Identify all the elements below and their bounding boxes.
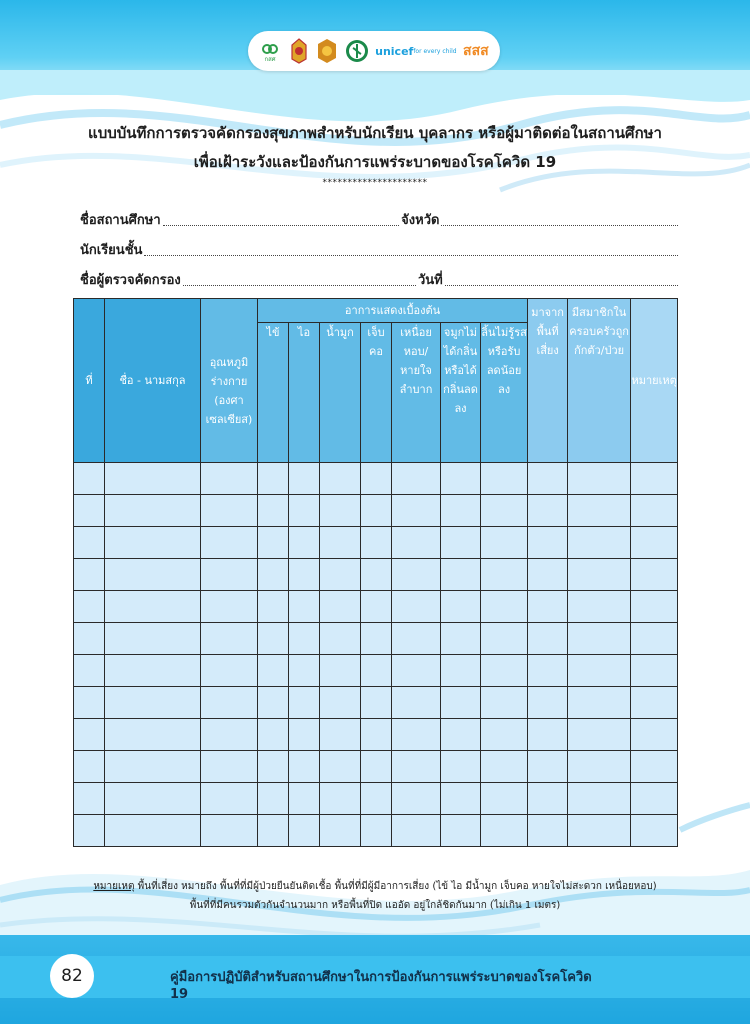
table-cell[interactable]: [568, 463, 631, 495]
table-cell[interactable]: [258, 687, 289, 719]
table-cell[interactable]: [320, 751, 361, 783]
table-cell[interactable]: [568, 655, 631, 687]
class-line: [80, 238, 680, 260]
table-cell[interactable]: [568, 623, 631, 655]
form-title-line1: แบบบันทึกการตรวจคัดกรองสุขภาพสำหรับนักเรียน บุคลากร หรือผู้มาติดต่อในสถานศึกษา: [88, 124, 662, 142]
col-sore-throat-header: เจ็บคอ: [361, 323, 392, 463]
table-cell[interactable]: [289, 463, 320, 495]
table-cell[interactable]: [74, 751, 105, 783]
screening-table: [73, 298, 678, 847]
table-row: [74, 463, 678, 495]
table-cell[interactable]: [481, 527, 528, 559]
col-cough-header: ไอ: [289, 323, 320, 463]
table-cell[interactable]: [392, 527, 441, 559]
table-cell[interactable]: [361, 559, 392, 591]
table-cell[interactable]: [568, 591, 631, 623]
form-title-line2: เพื่อเฝ้าระวังและป้องกันการแพร่ระบาดของโรคโควิด 19: [193, 153, 557, 171]
table-cell[interactable]: [528, 623, 568, 655]
table-cell[interactable]: [105, 495, 201, 527]
table-cell[interactable]: [201, 655, 258, 687]
table-cell[interactable]: [201, 463, 258, 495]
table-cell[interactable]: [105, 719, 201, 751]
table-row: [74, 623, 678, 655]
table-cell[interactable]: [258, 591, 289, 623]
table-cell[interactable]: [568, 719, 631, 751]
health-ministry-emblem-icon: [345, 39, 369, 63]
col-temperature-header: อุณหภูมิร่างกาย (องศาเซลเซียส): [201, 299, 258, 463]
svg-text:กสศ: กสศ: [264, 56, 276, 62]
table-cell[interactable]: [392, 719, 441, 751]
date-field[interactable]: [445, 281, 678, 286]
col-number-header: ที่: [74, 299, 105, 463]
table-cell[interactable]: [289, 591, 320, 623]
col-name-header: ชื่อ - นามสกุล: [105, 299, 201, 463]
col-remark-header: หมายเหตุ: [631, 299, 678, 463]
table-cell[interactable]: [201, 719, 258, 751]
table-cell[interactable]: [528, 463, 568, 495]
table-cell[interactable]: [201, 751, 258, 783]
table-cell[interactable]: [361, 591, 392, 623]
table-cell[interactable]: [361, 655, 392, 687]
table-cell[interactable]: [441, 687, 481, 719]
table-row: [74, 751, 678, 783]
screener-field[interactable]: [183, 281, 416, 286]
table-cell[interactable]: [320, 559, 361, 591]
table-cell[interactable]: [320, 623, 361, 655]
table-cell[interactable]: [481, 623, 528, 655]
col-smell-header: จมูกไม่ได้กลิ่นหรือได้กลิ่นลดลง: [441, 323, 481, 463]
table-cell[interactable]: [568, 559, 631, 591]
table-cell[interactable]: [441, 463, 481, 495]
table-cell[interactable]: [74, 623, 105, 655]
table-cell[interactable]: [258, 463, 289, 495]
table-cell[interactable]: [481, 495, 528, 527]
table-cell[interactable]: [392, 559, 441, 591]
table-cell[interactable]: [631, 591, 678, 623]
table-cell[interactable]: [105, 463, 201, 495]
table-cell[interactable]: [74, 495, 105, 527]
table-cell[interactable]: [361, 751, 392, 783]
table-cell[interactable]: [289, 687, 320, 719]
table-cell[interactable]: [289, 559, 320, 591]
partner-logos: [248, 31, 500, 71]
table-cell[interactable]: [361, 527, 392, 559]
date-label: วันที่: [418, 273, 443, 288]
table-row: [74, 655, 678, 687]
table-cell[interactable]: [201, 687, 258, 719]
footer-title: คู่มือการปฏิบัติสำหรับสถานศึกษาในการป้องกันการแพร่ระบาดของโรคโควิด 19: [170, 970, 592, 1002]
screener-date-line: [80, 268, 680, 290]
col-taste-header: ลิ้นไม่รู้รสหรือรับลดน้อยลง: [481, 323, 528, 463]
table-cell[interactable]: [631, 463, 678, 495]
table-cell[interactable]: [105, 559, 201, 591]
table-cell[interactable]: [74, 463, 105, 495]
table-cell[interactable]: [528, 591, 568, 623]
table-cell[interactable]: [289, 527, 320, 559]
table-cell[interactable]: [74, 559, 105, 591]
decorative-wave-top: [0, 70, 750, 220]
table-cell[interactable]: [74, 527, 105, 559]
table-cell[interactable]: [392, 687, 441, 719]
table-cell[interactable]: [392, 751, 441, 783]
table-cell[interactable]: [74, 687, 105, 719]
table-cell[interactable]: [392, 495, 441, 527]
col-family-header: มีสมาชิกในครอบครัวถูกกักตัว/ป่วย: [568, 299, 631, 463]
table-cell[interactable]: [392, 591, 441, 623]
table-cell[interactable]: [258, 655, 289, 687]
table-cell[interactable]: [74, 591, 105, 623]
footnote-line2: พื้นที่ที่มีคนรวมตัวกันจำนวนมาก หรือพื้นที่ปิด แออัด อยู่ใกล้ชิดกันมาก (ไม่เกิน 1 เมตร): [189, 900, 561, 911]
table-cell[interactable]: [320, 527, 361, 559]
table-row: [74, 687, 678, 719]
table-cell[interactable]: [631, 751, 678, 783]
symptoms-group-header: อาการแสดงเบื้องต้น: [258, 299, 528, 323]
page-number: 82: [50, 954, 94, 998]
col-risk-area-header: มาจากพื้นที่เสี่ยง: [528, 299, 568, 463]
table-cell[interactable]: [568, 687, 631, 719]
footnote-label: หมายเหตุ: [93, 881, 135, 892]
table-cell[interactable]: [289, 719, 320, 751]
table-cell[interactable]: [105, 751, 201, 783]
table-cell[interactable]: [631, 527, 678, 559]
table-cell[interactable]: [361, 719, 392, 751]
table-cell[interactable]: [258, 719, 289, 751]
province-label: จังหวัด: [401, 213, 440, 228]
table-cell[interactable]: [481, 655, 528, 687]
table-cell[interactable]: [289, 495, 320, 527]
table-cell[interactable]: [361, 463, 392, 495]
table-cell[interactable]: [528, 559, 568, 591]
table-cell[interactable]: [441, 559, 481, 591]
table-cell[interactable]: [481, 751, 528, 783]
table-cell[interactable]: [320, 495, 361, 527]
col-breathing-header: เหนื่อยหอบ/หายใจลำบาก: [392, 323, 441, 463]
table-cell[interactable]: [289, 751, 320, 783]
table-cell[interactable]: [258, 495, 289, 527]
table-cell[interactable]: [320, 463, 361, 495]
table-cell[interactable]: [528, 655, 568, 687]
table-cell[interactable]: [320, 687, 361, 719]
table-cell[interactable]: [441, 527, 481, 559]
class-label: นักเรียนชั้น: [80, 243, 143, 258]
table-cell[interactable]: [528, 687, 568, 719]
screener-label: ชื่อผู้ตรวจคัดกรอง: [80, 273, 181, 288]
table-cell[interactable]: [631, 719, 678, 751]
table-cell[interactable]: [481, 559, 528, 591]
table-cell[interactable]: [528, 719, 568, 751]
obec-emblem-icon: [316, 38, 338, 64]
table-cell[interactable]: [361, 623, 392, 655]
table-cell[interactable]: [392, 623, 441, 655]
table-cell[interactable]: [392, 463, 441, 495]
table-cell[interactable]: [201, 559, 258, 591]
footnote-text1: พื้นที่เสี่ยง หมายถึง พื้นที่ที่มีผู้ป่วยยืนยันติดเชื้อ พื้นที่ที่มีผู้มีอาการเสี่ยง (ไข้ ไอ มีน้ำมูก เจ็บคอ หายใจไม่สะดวก เหนื่อยหอบ): [134, 881, 657, 892]
footnote-line1: [0, 879, 750, 894]
table-cell[interactable]: [631, 655, 678, 687]
table-cell[interactable]: [441, 591, 481, 623]
table-cell[interactable]: [568, 495, 631, 527]
province-field[interactable]: [441, 221, 678, 226]
unicef-logo: [375, 46, 456, 57]
table-cell[interactable]: [105, 527, 201, 559]
unicef-tagline: for every child: [413, 47, 457, 55]
table-cell[interactable]: [528, 527, 568, 559]
table-cell[interactable]: [441, 655, 481, 687]
table-cell[interactable]: [441, 719, 481, 751]
table-cell[interactable]: [631, 495, 678, 527]
table-cell[interactable]: [361, 687, 392, 719]
table-cell[interactable]: [320, 719, 361, 751]
table-cell[interactable]: [105, 591, 201, 623]
ministry-emblem-icon: [288, 37, 310, 65]
table-cell[interactable]: [201, 527, 258, 559]
eef-logo-icon: [259, 40, 281, 62]
table-cell[interactable]: [568, 527, 631, 559]
table-cell[interactable]: [481, 719, 528, 751]
table-cell[interactable]: [258, 527, 289, 559]
table-cell[interactable]: [258, 751, 289, 783]
table-row: [74, 495, 678, 527]
table-cell[interactable]: [481, 463, 528, 495]
thaihealth-logo: สสส: [463, 43, 489, 59]
table-cell[interactable]: [258, 623, 289, 655]
table-cell[interactable]: [289, 655, 320, 687]
table-cell[interactable]: [105, 687, 201, 719]
screening-table-body: [74, 463, 678, 847]
table-cell[interactable]: [481, 687, 528, 719]
title-divider-stars: *********************: [322, 178, 428, 188]
col-fever-header: ไข้: [258, 323, 289, 463]
table-cell[interactable]: [441, 751, 481, 783]
table-cell[interactable]: [258, 559, 289, 591]
table-cell[interactable]: [201, 623, 258, 655]
class-field[interactable]: [144, 251, 678, 256]
unicef-wordmark: unicef: [375, 44, 414, 58]
table-cell[interactable]: [568, 751, 631, 783]
table-cell[interactable]: [201, 591, 258, 623]
school-label: ชื่อสถานศึกษา: [80, 213, 161, 228]
table-cell[interactable]: [320, 655, 361, 687]
table-cell[interactable]: [361, 495, 392, 527]
table-row: [74, 591, 678, 623]
col-runny-nose-header: น้ำมูก: [320, 323, 361, 463]
school-province-line: [80, 208, 680, 230]
table-row: [74, 559, 678, 591]
table-cell[interactable]: [528, 751, 568, 783]
table-cell[interactable]: [105, 655, 201, 687]
table-cell[interactable]: [392, 655, 441, 687]
table-cell[interactable]: [481, 591, 528, 623]
table-cell[interactable]: [441, 623, 481, 655]
table-cell[interactable]: [105, 623, 201, 655]
table-row: [74, 719, 678, 751]
school-field[interactable]: [163, 221, 400, 226]
table-cell[interactable]: [201, 495, 258, 527]
table-cell[interactable]: [74, 655, 105, 687]
table-cell[interactable]: [441, 495, 481, 527]
table-row: [74, 527, 678, 559]
table-cell[interactable]: [289, 623, 320, 655]
table-cell[interactable]: [631, 559, 678, 591]
table-cell[interactable]: [631, 687, 678, 719]
table-cell[interactable]: [320, 591, 361, 623]
table-cell[interactable]: [74, 719, 105, 751]
table-cell[interactable]: [631, 623, 678, 655]
table-cell[interactable]: [528, 495, 568, 527]
